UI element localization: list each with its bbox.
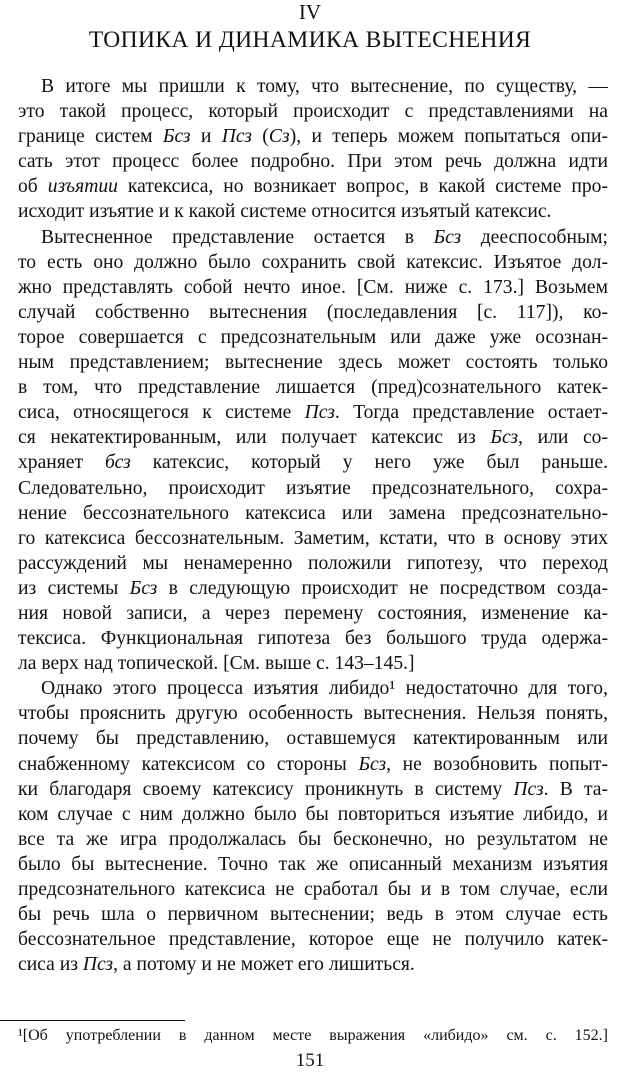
text-line: было бы вытеснение. Точно так же описанный механизм изъятия	[18, 853, 608, 875]
text-line: снабженному катексисом со стороны Бсз, не возобновить попыт-	[18, 753, 609, 775]
text-line: Следовательно, происходит изъятие предсознательного, сохра-	[18, 477, 608, 499]
text-line: Вытесненное представление остается в Бсз дееспособным;	[41, 226, 608, 248]
text-line: это такой процесс, который происходит с представлениями на	[18, 101, 608, 123]
text-line: все та же игра продолжалась бы бесконечно, но результатом не	[18, 828, 608, 850]
text-line: бы речь шла о первичном вытеснении; ведь в этом случае есть	[18, 904, 608, 926]
text-line: В итоге мы пришли к тому, что вытеснение, по существу, —	[41, 76, 608, 97]
text-line: ки благодаря своему катексису проникнуть в систему Псз. В та-	[18, 778, 608, 800]
footnote: ¹[Об употреблении в данном месте выражения «либидо» см. с. 152.]	[18, 1027, 608, 1044]
body-text	[18, 74, 608, 977]
text-line: ком случае с ним должно было бы повториться изъятие либидо, и	[18, 803, 608, 825]
text-line: храняет бсз катексис, который у него уже был раньше.	[18, 452, 608, 474]
page-number: 151	[295, 1050, 325, 1071]
paragraph-3	[18, 676, 608, 977]
text-line: границе систем Бсз и Псз (Сз), и теперь можем попытаться опи-	[18, 126, 608, 148]
paragraph-2	[18, 225, 608, 677]
text-line: ла верх над топической. [См. выше с. 143–145.]	[18, 653, 415, 675]
text-line: нение бессознательного катексиса или замена предсознательно-	[18, 502, 608, 524]
text-line: почему бы представлению, оставшемуся катектированным или	[18, 728, 608, 750]
text-line: сиса из Псз, а потому и не может его лишиться.	[18, 954, 415, 976]
chapter-numeral: IV	[298, 0, 322, 24]
text-line: торое совершается с предсознательным или даже уже осознан-	[18, 326, 608, 348]
text-line: случай собственно вытеснения (последавления [с. 117]), ко-	[18, 301, 608, 323]
text-line: из системы Бсз в следующую происходит не посредством созда-	[18, 577, 608, 599]
paragraph-1	[18, 74, 608, 225]
text-line: сиса, относящегося к системе Псз. Тогда представление остает-	[18, 402, 608, 424]
text-line: ния новой записи, а через перемену состояния, изменение ка-	[18, 602, 608, 624]
text-line: в том, что представление лишается (пред)сознательного катек-	[18, 377, 608, 399]
text-line: жно представлять собой нечто иное. [См. ниже с. 173.] Возьмем	[18, 276, 608, 298]
text-line: об изъятии катексиса, но возникает вопрос, в какой системе про-	[18, 176, 608, 198]
text-line: Однако этого процесса изъятия либидо¹ недостаточно для того,	[41, 678, 608, 700]
text-line: предсознательного катексиса не сработал бы и в том случае, если	[18, 879, 608, 900]
text-line: ным представлением; вытеснение здесь может состоять только	[18, 352, 608, 374]
text-line: го катексиса бессознательным. Заметим, кстати, что в основу этих	[18, 527, 608, 549]
text-line: ся некатектированным, или получает катексис из Бсз, или со-	[18, 427, 608, 449]
text-line: тексиса. Функциональная гипотеза без большого труда одержа-	[18, 628, 608, 650]
text-line: чтобы прояснить другую особенность вытеснения. Нельзя понять,	[18, 703, 608, 725]
text-line: бессознательное представление, которое еще не получило катек-	[18, 929, 608, 951]
footnote-divider	[0, 1020, 185, 1021]
chapter-title: ТОПИКА И ДИНАМИКА ВЫТЕСНЕНИЯ	[88, 27, 532, 53]
text-line: то есть оно должно было сохранить свой катексис. Изъятое дол-	[18, 251, 608, 273]
text-line: исходит изъятие и к какой системе относится изъятый катексис.	[18, 201, 552, 223]
text-line: сать этот процесс более подробно. При этом речь должна идти	[18, 151, 608, 173]
text-line: рассуждений мы ненамеренно положили гипотезу, что переход	[18, 552, 608, 574]
